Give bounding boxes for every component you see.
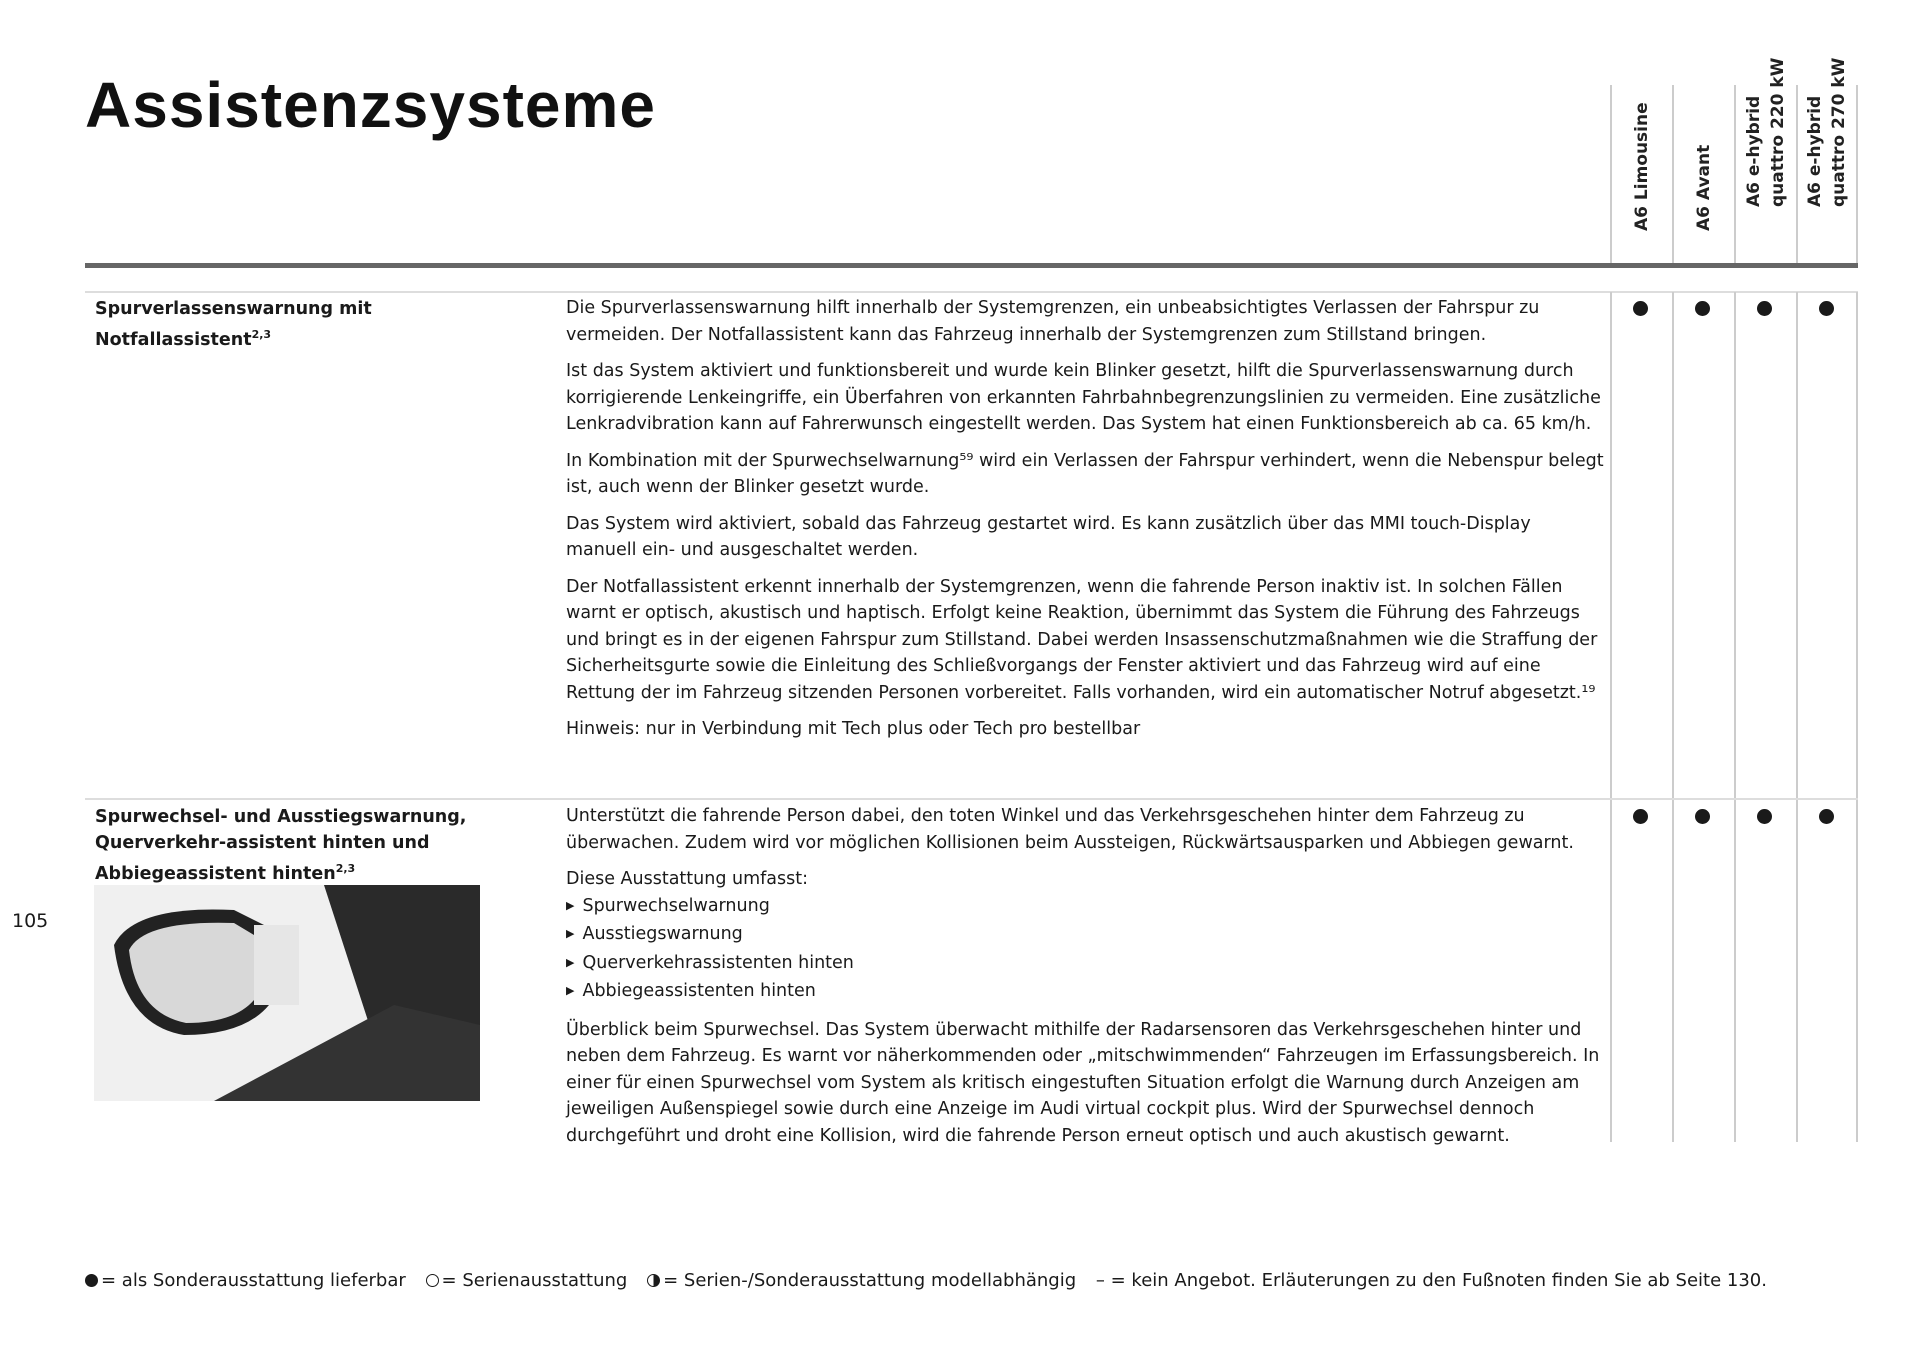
column-header [1610, 85, 1672, 263]
filled-dot-icon [85, 1274, 98, 1287]
grid-column [1796, 292, 1858, 1142]
legend-not-available: – = kein Angebot. Erläuterungen zu den Fußnoten finden Sie ab Seite 130. [1095, 1270, 1767, 1291]
page-title: Assistenzsysteme [85, 69, 656, 141]
optional-dot-icon [1757, 301, 1772, 316]
list-item: ▶ Spurwechselwarnung [566, 893, 1604, 922]
column-label: A6 e-hybrid quattro 270 kW [1805, 57, 1849, 207]
column-label: A6 e-hybrid quattro 220 kW [1744, 57, 1788, 207]
half-circle-icon [647, 1274, 660, 1287]
empty-circle-icon [426, 1274, 439, 1287]
column-header [1672, 85, 1734, 263]
feature-description: Die Spurverlassenswarnung hilft innerhalb der Systemgrenzen, ein unbeabsichtigtes Verlassen der Fahrspur zu vermeiden. Der Notfallassistent kann das Fahrzeug innerhalb der Systemgrenzen zum Stillstand bringen. Ist das System aktiviert und funktionsbereit und wurde kein Blinker gesetzt, hilft die Spurverlassenswarnung durch korrigierende Lenkeingriffe, ein Überfahren von erkannten Fahrbahnbegrenzungslinien zu vermeiden. Eine zusätzliche Lenkradvibration kann auf Fahrerwunsch eingestellt werden. Das System hat einen Funktionsbereich ab ca. 65 km/h. In Kombination mit der Spurwechselwarnung⁵⁹ wird ein Verlassen der Fahrspur verhindert, wenn die Nebenspur belegt ist, auch wenn der Blinker gesetzt wurde. Das System wird aktiviert, sobald das Fahrzeug gestartet wird. Es kann zusätzlich über das MMI touch-Display manuell ein- und ausgeschaltet werden. Der Notfallassistent erkennt innerhalb der Systemgrenzen, wenn die fahrende Person inaktiv ist. In solchen Fällen warnt er optisch, akustisch und haptisch. Erfolgt keine Reaktion, übernimmt das System die Führung des Fahrzeugs und bringt es in der eigenen Fahrspur zum Stillstand. Dabei werden Insassenschutzmaßnahmen wie die Straffung der Sicherheitsgurte sowie die Einleitung des Schließvorgangs der Fenster aktiviert und das Fahrzeug wird auf eine Rettung der im Fahrzeug sitzenden Personen vorbereitet. Falls vorhanden, wird ein automatischer Notruf abgesetzt.¹⁹ Hinweis: nur in Verbindung mit Tech plus oder Tech pro bestellbar [566, 298, 1604, 739]
legend [85, 1270, 1781, 1291]
column-header [1796, 57, 1858, 263]
optional-dot-icon [1633, 301, 1648, 316]
optional-dot-icon [1633, 809, 1648, 824]
row-divider [85, 798, 1858, 800]
column-header [1734, 57, 1796, 263]
list-item: ▶ Abbiegeassistenten hinten [566, 978, 1604, 1007]
feature-name: Spurwechsel- und Ausstiegswarnung, Querverkehr-assistent hinten und Abbiegeassistent hinten$^{2,3}$ [95, 807, 467, 884]
legend-optional: = als Sonderausstattung lieferbar [85, 1270, 406, 1291]
list-item: ▶ Ausstiegswarnung [566, 921, 1604, 950]
feature-name: Spurverlassenswarnung mit Notfallassistent$^{2,3}$ [95, 299, 372, 350]
optional-dot-icon [1757, 809, 1772, 824]
side-mirror-image [94, 885, 480, 1101]
grid-column [1672, 292, 1734, 1142]
column-label: A6 Limousine [1632, 102, 1652, 231]
legend-model-dependent: = Serien-/Sonderausstattung modellabhängig [647, 1270, 1076, 1291]
page-number: 105 [12, 910, 49, 932]
optional-dot-icon [1819, 809, 1834, 824]
header-divider [85, 263, 1858, 268]
grid-column [1610, 292, 1672, 1142]
column-label: A6 Avant [1694, 144, 1714, 231]
optional-dot-icon [1695, 301, 1710, 316]
list-item: ▶ Querverkehrassistenten hinten [566, 950, 1604, 979]
table-top-border [85, 291, 1858, 293]
optional-dot-icon [1695, 809, 1710, 824]
grid-column [1734, 292, 1796, 1142]
legend-standard: = Serienausstattung [426, 1270, 628, 1291]
optional-dot-icon [1819, 301, 1834, 316]
feature-description: Unterstützt die fahrende Person dabei, den toten Winkel und das Verkehrsgeschehen hinter dem Fahrzeug zu überwachen. Zudem wird vor möglichen Kollisionen beim Aussteigen, Rückwärtsausparken und Abbiegen gewarnt. Diese Ausstattung umfasst: ▶ Spurwechselwarnung ▶ Ausstiegswarnung ▶ Querverkehrassistenten hinten ▶ Abbiegeassistenten hinten Überblick beim Spurwechsel. Das System überwacht mithilfe der Radarsensoren das Verkehrsgeschehen hinter und neben dem Fahrzeug. Es warnt vor näherkommenden oder „mitschwimmenden“ Fahrzeugen im Erfassungsbereich. In einer für einen Spurwechsel vom System als kritisch eingestuften Situation erfolgt die Warnung durch Anzeigen am jeweiligen Außenspiegel sowie durch eine Anzeige im Audi virtual cockpit plus. Wird der Spurwechsel dennoch durchgeführt und droht eine Kollision, wird die fahrende Person erneut optisch und auch akustisch gewarnt. [566, 803, 1604, 1159]
